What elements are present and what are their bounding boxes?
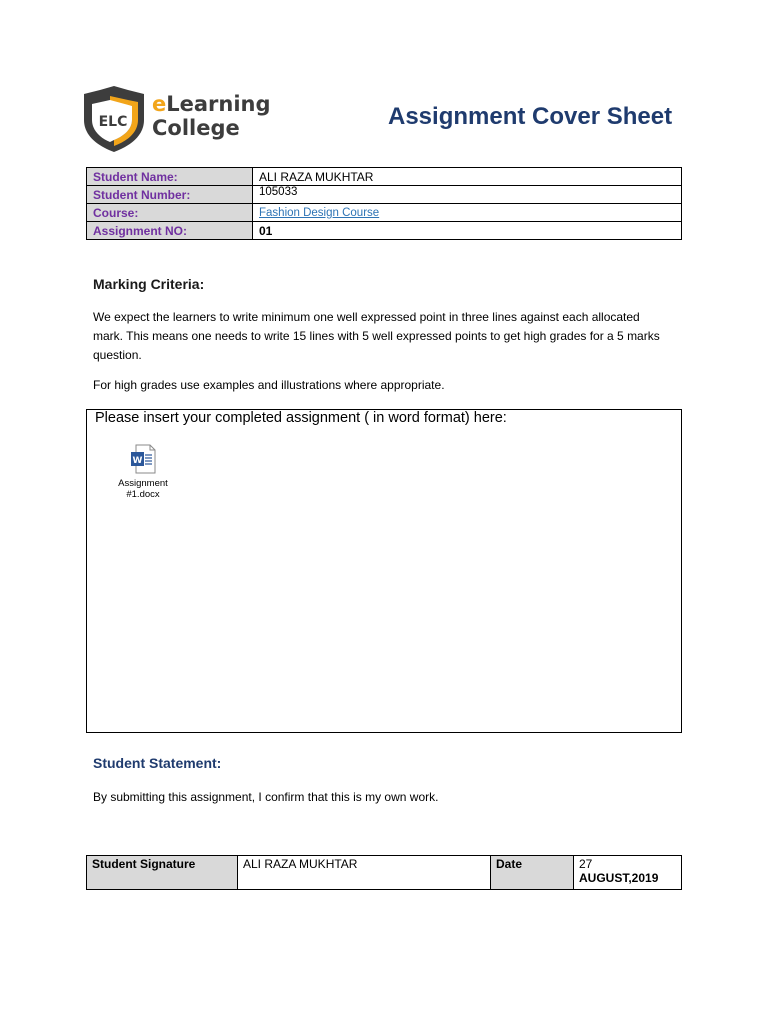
table-row [87, 204, 682, 222]
assignment-insert-box [86, 409, 682, 733]
high-grades-paragraph: For high grades use examples and illustrations where appropriate. [93, 378, 445, 392]
table-row [87, 856, 682, 890]
shield-logo-icon [80, 84, 150, 154]
logo-learning-text: Learning [166, 92, 271, 116]
table-row [87, 222, 682, 240]
date-day: 27 [579, 857, 593, 871]
signature-name: ALI RAZA MUKHTAR [238, 856, 491, 890]
student-statement-heading: Student Statement: [93, 755, 222, 771]
signature-label: Student Signature [87, 856, 238, 890]
table-row [87, 168, 682, 186]
student-statement-text: By submitting this assignment, I confirm that this is my own work. [93, 790, 439, 804]
course-link[interactable]: Fashion Design Course [253, 204, 682, 222]
svg-text:W: W [132, 456, 143, 466]
logo-e-accent: e [152, 92, 167, 116]
student-number-label: Student Number: [87, 186, 253, 204]
logo-wordmark [152, 92, 271, 140]
signature-table [86, 855, 682, 890]
attachment-name-line1: Assignment [118, 478, 168, 489]
attachment-assignment-docx[interactable] [107, 444, 179, 500]
insert-box-label: Please insert your completed assignment ( in word format) here: [95, 410, 507, 426]
student-number-value: 105033 [253, 186, 682, 204]
student-info-table [86, 167, 682, 240]
attachment-name-line2: #1.docx [126, 489, 160, 500]
course-label: Course: [87, 204, 253, 222]
student-name-value: ALI RAZA MUKHTAR [253, 168, 682, 186]
date-label: Date [491, 856, 574, 890]
table-row [87, 186, 682, 204]
student-name-label: Student Name: [87, 168, 253, 186]
date-month-year: AUGUST,2019 [579, 871, 659, 885]
date-value [574, 856, 682, 890]
marking-criteria-paragraph: We expect the learners to write minimum one well expressed point in three lines against each allocated mark. This means one needs to write 15 lines with 5 well expressed points to get high grades for a 5 marks question. [93, 310, 660, 362]
assignment-no-label: Assignment NO: [87, 222, 253, 240]
page-title: Assignment Cover Sheet [388, 103, 673, 130]
assignment-no-value: 01 [253, 222, 682, 240]
marking-criteria-heading: Marking Criteria: [93, 276, 205, 292]
word-document-icon [130, 444, 156, 474]
logo-college-text: College [152, 116, 240, 140]
attachment-name [107, 478, 179, 500]
svg-text:ELC: ELC [98, 114, 128, 130]
